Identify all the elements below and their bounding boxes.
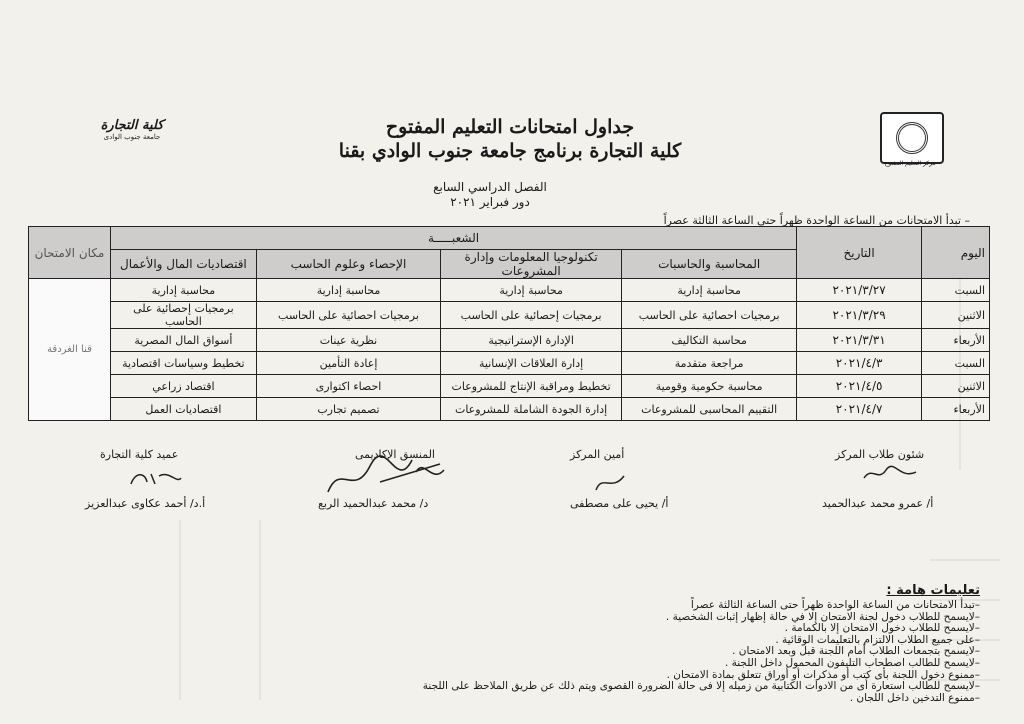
row-day: الاثنين (921, 375, 989, 398)
time-note-text: تبدأ الامتحانات من الساعة الواحدة ظهراً حتى الساعة الثالثة عصراً (663, 214, 961, 227)
row-statistics: تصميم تجارب (256, 398, 440, 421)
header-division: الشعبـــــة (110, 227, 796, 250)
page-subtitle: كلية التجارة برنامج جامعة جنوب الوادي بقنا (338, 140, 682, 162)
row-day: السبت (921, 352, 989, 375)
row-accounting: محاسبة إدارية (622, 279, 797, 302)
instructions-title: تعليمات هامة : (886, 583, 980, 598)
row-date: ٢٠٢١/٣/٢٧ (797, 279, 922, 302)
row-date: ٢٠٢١/٣/٣١ (797, 329, 922, 352)
handwritten-signature (860, 462, 920, 486)
header-date: التاريخ (797, 227, 922, 279)
row-statistics: محاسبة إدارية (256, 279, 440, 302)
list-item: – لايسمح بتجمعات الطلاب أمام اللجنة قبل وبعد الامتحان . (340, 646, 980, 658)
list-item: – على جميع الطلاب الالتزام بالتعليمات الوقائية . (340, 635, 980, 647)
open-education-logo (880, 112, 944, 164)
row-day: الأربعاء (921, 398, 989, 421)
exam-place: قنا الغردقة (29, 279, 111, 421)
logo-caption: مركز التعليم المفتوح (884, 160, 936, 167)
faculty-logo (96, 118, 168, 141)
signature-role: شئون طلاب المركز (835, 448, 925, 461)
row-accounting: محاسبة حكومية وقومية (622, 375, 797, 398)
semester-label: الفصل الدراسي السابع (433, 180, 547, 194)
handwritten-signature (320, 452, 450, 502)
emblem-icon (896, 122, 928, 154)
list-item: – لايسمح للطلاب دخول لجنة الامتحان إلا في حالة إظهار إثبات الشخصية . (340, 612, 980, 624)
session-label: دور فبراير ٢٠٢١ (450, 195, 530, 209)
list-item: – لايسمح للطالب استعارة أى من الادوات الكتابية من زميله إلا فى حالة الضرورة القصوى ويتم ذلك عن طريق الملاحظ على اللجنة (340, 681, 980, 693)
university-logo-text: جامعة جنوب الوادى (103, 133, 161, 141)
row-economics: اقتصاديات العمل (110, 398, 256, 421)
signature-name: أ/ عمرو محمد عبدالحميد (822, 497, 934, 510)
table-row (29, 375, 990, 398)
table-header-row (29, 227, 990, 250)
row-date: ٢٠٢١/٣/٢٩ (797, 302, 922, 329)
row-accounting: مراجعة متقدمة (622, 352, 797, 375)
row-economics: تخطيط وسياسات اقتصادية (110, 352, 256, 375)
row-it: محاسبة إدارية (441, 279, 622, 302)
header-day: اليوم (921, 227, 989, 279)
handwritten-signature (125, 466, 185, 490)
row-statistics: احصاء اكتوارى (256, 375, 440, 398)
exam-table (28, 226, 990, 421)
list-item: – ممنوع التدخين داخل اللجان . (340, 693, 980, 705)
list-item: – لايسمح للطلاب دخول الامتحان إلا بالكمامة . (340, 623, 980, 635)
row-economics: أسواق المال المصرية (110, 329, 256, 352)
row-it: برمجيات إحصائية على الحاسب (441, 302, 622, 329)
signature-role: المنسق الإكاديمى (355, 448, 435, 461)
row-day: الاثنين (921, 302, 989, 329)
signature-role: أمين المركز (570, 448, 625, 461)
row-accounting: برمجيات احصائية على الحاسب (622, 302, 797, 329)
table-row (29, 279, 990, 302)
signature-role: عميد كلية التجارة (100, 448, 179, 461)
page-title: جداول امتحانات التعليم المفتوح (385, 116, 635, 138)
header-it: تكنولوجيا المعلومات وإدارة المشروعات (441, 250, 622, 279)
signature-name: أ.د/ أحمد عكاوى عبدالعزيز (85, 497, 206, 510)
row-it: إدارة العلاقات الإنسانية (441, 352, 622, 375)
row-statistics: برمجيات احصائية على الحاسب (256, 302, 440, 329)
row-it: إدارة الجودة الشاملة للمشروعات (441, 398, 622, 421)
handwritten-signature (590, 470, 630, 496)
row-economics: اقتصاد زراعي (110, 375, 256, 398)
table-row (29, 352, 990, 375)
row-economics: برمجيات إحصائية على الحاسب (110, 302, 256, 329)
row-it: تخطيط ومراقبة الإنتاج للمشروعات (441, 375, 622, 398)
row-date: ٢٠٢١/٤/٧ (797, 398, 922, 421)
list-item: – ممنوع دخول اللجنة بأى كتب أو مذكرات أو أوراق تتعلق بمادة الامتحان . (340, 670, 980, 682)
time-note: – تبدأ الامتحانات من الساعة الواحدة ظهراً حتى الساعة الثالثة عصراً (663, 214, 970, 227)
table-row (29, 398, 990, 421)
table-row (29, 302, 990, 329)
header-accounting: المحاسبة والحاسبات (622, 250, 797, 279)
row-date: ٢٠٢١/٤/٣ (797, 352, 922, 375)
row-statistics: نظرية عينات (256, 329, 440, 352)
instructions-list (340, 600, 980, 704)
row-day: الأربعاء (921, 329, 989, 352)
list-item: – لايسمح للطالب اصطحاب التليفون المحمول داخل اللجنة . (340, 658, 980, 670)
row-date: ٢٠٢١/٤/٥ (797, 375, 922, 398)
signature-name: د/ محمد عبدالحميد الربع (318, 497, 429, 510)
row-day: السبت (921, 279, 989, 302)
header-economics: اقتصاديات المال والأعمال (110, 250, 256, 279)
row-accounting: التقييم المحاسبى للمشروعات (622, 398, 797, 421)
row-statistics: إعادة التأمين (256, 352, 440, 375)
list-item: – تبدأ الامتحانات من الساعة الواحدة ظهراً حتى الساعة الثالثة عصراً (340, 600, 980, 612)
row-economics: محاسبة إدارية (110, 279, 256, 302)
table-row (29, 329, 990, 352)
header-statistics: الإحصاء وعلوم الحاسب (256, 250, 440, 279)
faculty-logo-text: كلية التجارة (100, 118, 164, 133)
header-place: مكان الامتحان (29, 227, 111, 279)
row-accounting: محاسبة التكاليف (622, 329, 797, 352)
signature-name: أ/ يحيى على مصطفى (570, 497, 669, 510)
row-it: الإدارة الإستراتيجية (441, 329, 622, 352)
